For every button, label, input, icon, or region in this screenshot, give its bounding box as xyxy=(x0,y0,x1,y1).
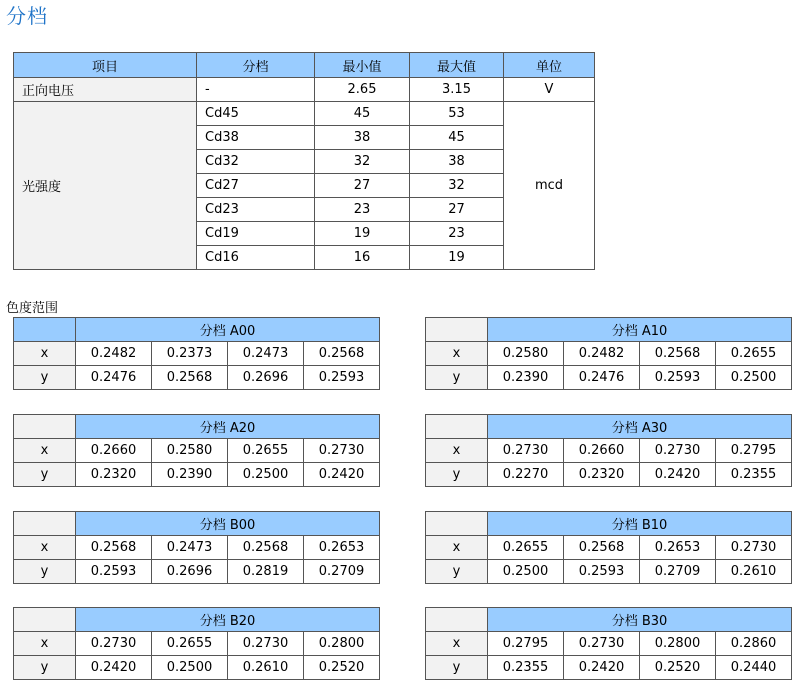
chroma-y-row xyxy=(14,463,380,487)
chroma-x-row xyxy=(14,632,380,656)
y-label: y xyxy=(14,560,76,584)
chromaticity-caption: 色度范围 xyxy=(6,301,59,316)
intensity-max: 27 xyxy=(410,198,504,222)
x-label: x xyxy=(14,632,76,656)
chroma-table-title: 分档 B00 xyxy=(76,512,380,536)
chroma-corner xyxy=(426,318,488,342)
intensity-min: 16 xyxy=(315,246,410,270)
intensity-max: 32 xyxy=(410,174,504,198)
y-value: 0.2320 xyxy=(564,463,640,487)
chroma-table-title: 分档 A10 xyxy=(488,318,792,342)
y-value: 0.2390 xyxy=(488,366,564,390)
intensity-bin: Cd32 xyxy=(197,150,315,174)
y-value: 0.2420 xyxy=(564,656,640,680)
y-value: 0.2320 xyxy=(76,463,152,487)
chroma-x-row xyxy=(426,536,792,560)
y-label: y xyxy=(14,656,76,680)
x-label: x xyxy=(426,342,488,366)
x-value: 0.2730 xyxy=(640,439,716,463)
chroma-header-row xyxy=(14,512,380,536)
y-value: 0.2593 xyxy=(76,560,152,584)
bin-table-header-row xyxy=(14,53,595,78)
chroma-y-row xyxy=(14,656,380,680)
x-value: 0.2655 xyxy=(488,536,564,560)
x-label: x xyxy=(14,536,76,560)
intensity-max: 45 xyxy=(410,126,504,150)
x-label: x xyxy=(14,342,76,366)
chroma-x-row xyxy=(426,439,792,463)
chroma-y-row xyxy=(426,366,792,390)
voltage-bin: - xyxy=(197,78,315,102)
y-value: 0.2568 xyxy=(152,366,228,390)
chromaticity-table xyxy=(13,414,380,487)
intensity-max: 38 xyxy=(410,150,504,174)
chromaticity-table xyxy=(13,511,380,584)
intensity-min: 19 xyxy=(315,222,410,246)
y-value: 0.2500 xyxy=(488,560,564,584)
header-unit: 单位 xyxy=(504,53,595,78)
intensity-min: 45 xyxy=(315,102,410,126)
chroma-x-row xyxy=(14,536,380,560)
header-min: 最小值 xyxy=(315,53,410,78)
intensity-bin: Cd45 xyxy=(197,102,315,126)
x-value: 0.2730 xyxy=(76,632,152,656)
x-value: 0.2580 xyxy=(152,439,228,463)
x-value: 0.2653 xyxy=(304,536,380,560)
x-value: 0.2473 xyxy=(152,536,228,560)
x-value: 0.2730 xyxy=(564,632,640,656)
intensity-min: 32 xyxy=(315,150,410,174)
voltage-item: 正向电压 xyxy=(14,78,197,102)
y-value: 0.2696 xyxy=(228,366,304,390)
x-value: 0.2730 xyxy=(716,536,792,560)
x-value: 0.2730 xyxy=(228,632,304,656)
y-label: y xyxy=(426,366,488,390)
y-label: y xyxy=(426,463,488,487)
y-value: 0.2593 xyxy=(304,366,380,390)
x-value: 0.2800 xyxy=(640,632,716,656)
chroma-header-row xyxy=(426,512,792,536)
y-value: 0.2520 xyxy=(640,656,716,680)
y-value: 0.2420 xyxy=(640,463,716,487)
intensity-min: 27 xyxy=(315,174,410,198)
y-value: 0.2593 xyxy=(640,366,716,390)
x-value: 0.2482 xyxy=(76,342,152,366)
x-value: 0.2655 xyxy=(716,342,792,366)
y-value: 0.2500 xyxy=(228,463,304,487)
chroma-corner xyxy=(14,512,76,536)
x-value: 0.2568 xyxy=(228,536,304,560)
chromaticity-table xyxy=(425,317,792,390)
intensity-bin: Cd27 xyxy=(197,174,315,198)
x-value: 0.2660 xyxy=(564,439,640,463)
x-label: x xyxy=(426,536,488,560)
x-value: 0.2473 xyxy=(228,342,304,366)
chroma-corner xyxy=(426,512,488,536)
intensity-max: 23 xyxy=(410,222,504,246)
chroma-table-title: 分档 A30 xyxy=(488,415,792,439)
x-value: 0.2482 xyxy=(564,342,640,366)
y-value: 0.2420 xyxy=(304,463,380,487)
y-value: 0.2709 xyxy=(640,560,716,584)
y-value: 0.2390 xyxy=(152,463,228,487)
intensity-min: 38 xyxy=(315,126,410,150)
chroma-header-row xyxy=(426,608,792,632)
intensity-min: 23 xyxy=(315,198,410,222)
intensity-bin: Cd38 xyxy=(197,126,315,150)
y-value: 0.2355 xyxy=(488,656,564,680)
chroma-x-row xyxy=(14,342,380,366)
header-bin: 分档 xyxy=(197,53,315,78)
y-value: 0.2355 xyxy=(716,463,792,487)
chromaticity-table xyxy=(13,317,380,390)
intensity-max: 53 xyxy=(410,102,504,126)
x-value: 0.2653 xyxy=(640,536,716,560)
y-value: 0.2476 xyxy=(76,366,152,390)
y-value: 0.2270 xyxy=(488,463,564,487)
y-value: 0.2593 xyxy=(564,560,640,584)
y-value: 0.2709 xyxy=(304,560,380,584)
chroma-table-title: 分档 A20 xyxy=(76,415,380,439)
voltage-min: 2.65 xyxy=(315,78,410,102)
chroma-table-title: 分档 A00 xyxy=(76,318,380,342)
x-label: x xyxy=(426,439,488,463)
header-max: 最大值 xyxy=(410,53,504,78)
voltage-row xyxy=(14,78,595,102)
y-value: 0.2420 xyxy=(76,656,152,680)
x-value: 0.2800 xyxy=(304,632,380,656)
chroma-corner xyxy=(426,608,488,632)
x-value: 0.2660 xyxy=(76,439,152,463)
chroma-x-row xyxy=(14,439,380,463)
x-value: 0.2795 xyxy=(716,439,792,463)
chroma-y-row xyxy=(426,656,792,680)
chroma-x-row xyxy=(426,342,792,366)
chroma-y-row xyxy=(14,366,380,390)
x-value: 0.2568 xyxy=(304,342,380,366)
chroma-header-row xyxy=(426,415,792,439)
chromaticity-table xyxy=(425,607,792,680)
y-value: 0.2500 xyxy=(716,366,792,390)
x-value: 0.2373 xyxy=(152,342,228,366)
chroma-x-row xyxy=(426,632,792,656)
x-value: 0.2730 xyxy=(488,439,564,463)
chromaticity-table xyxy=(425,511,792,584)
intensity-bin: Cd23 xyxy=(197,198,315,222)
intensity-bin: Cd19 xyxy=(197,222,315,246)
x-value: 0.2568 xyxy=(564,536,640,560)
header-item: 项目 xyxy=(14,53,197,78)
chroma-table-title: 分档 B30 xyxy=(488,608,792,632)
y-value: 0.2610 xyxy=(228,656,304,680)
chroma-header-row xyxy=(14,608,380,632)
y-value: 0.2476 xyxy=(564,366,640,390)
x-label: x xyxy=(14,439,76,463)
chromaticity-table xyxy=(13,607,380,680)
y-label: y xyxy=(14,463,76,487)
intensity-row xyxy=(14,102,595,126)
chroma-table-title: 分档 B10 xyxy=(488,512,792,536)
y-value: 0.2500 xyxy=(152,656,228,680)
x-value: 0.2655 xyxy=(152,632,228,656)
x-value: 0.2568 xyxy=(76,536,152,560)
x-label: x xyxy=(426,632,488,656)
chroma-header-row xyxy=(14,318,380,342)
x-value: 0.2795 xyxy=(488,632,564,656)
x-value: 0.2655 xyxy=(228,439,304,463)
y-label: y xyxy=(14,366,76,390)
x-value: 0.2580 xyxy=(488,342,564,366)
chroma-y-row xyxy=(426,560,792,584)
intensity-item: 光强度 xyxy=(14,102,197,270)
page-title: 分档 xyxy=(6,4,48,28)
chroma-corner xyxy=(14,608,76,632)
intensity-unit: mcd xyxy=(504,102,595,270)
intensity-bin: Cd16 xyxy=(197,246,315,270)
intensity-max: 19 xyxy=(410,246,504,270)
y-value: 0.2520 xyxy=(304,656,380,680)
voltage-max: 3.15 xyxy=(410,78,504,102)
chroma-header-row xyxy=(426,318,792,342)
x-value: 0.2860 xyxy=(716,632,792,656)
y-label: y xyxy=(426,560,488,584)
y-value: 0.2819 xyxy=(228,560,304,584)
chroma-table-title: 分档 B20 xyxy=(76,608,380,632)
bin-table xyxy=(13,52,595,270)
chroma-corner xyxy=(14,318,76,342)
x-value: 0.2568 xyxy=(640,342,716,366)
chroma-y-row xyxy=(14,560,380,584)
chromaticity-table xyxy=(425,414,792,487)
chroma-header-row xyxy=(14,415,380,439)
chroma-corner xyxy=(426,415,488,439)
y-value: 0.2696 xyxy=(152,560,228,584)
y-value: 0.2440 xyxy=(716,656,792,680)
y-value: 0.2610 xyxy=(716,560,792,584)
chroma-y-row xyxy=(426,463,792,487)
voltage-unit: V xyxy=(504,78,595,102)
y-label: y xyxy=(426,656,488,680)
chroma-corner xyxy=(14,415,76,439)
x-value: 0.2730 xyxy=(304,439,380,463)
